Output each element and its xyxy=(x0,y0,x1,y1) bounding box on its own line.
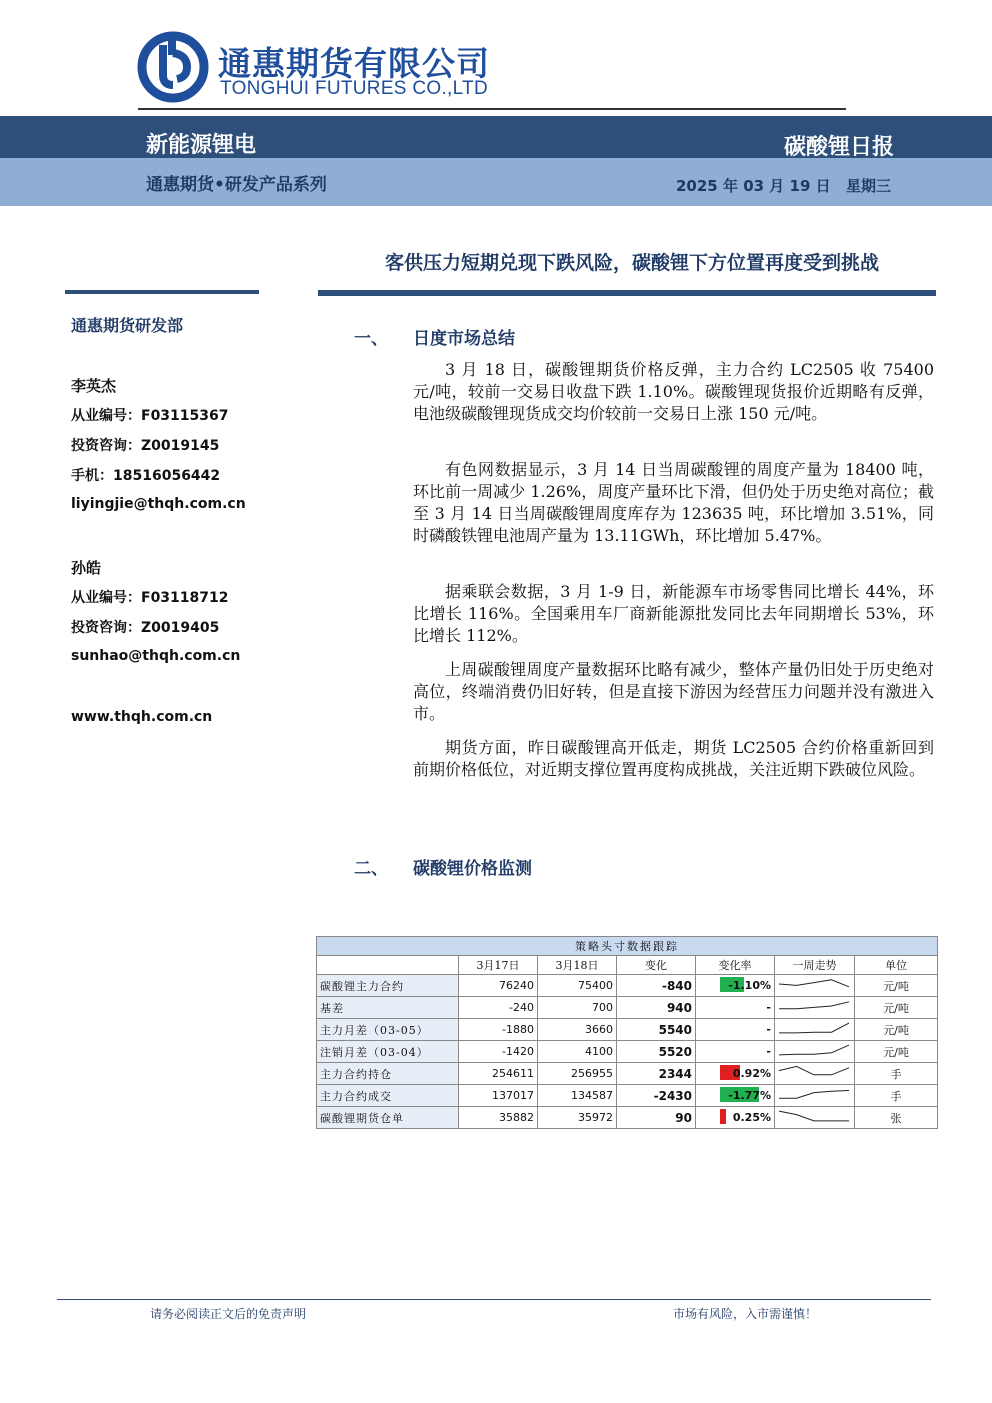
table-row xyxy=(317,1019,938,1041)
sparkline xyxy=(775,997,853,1015)
footer-risk-note: 市场有风险，入市需谨慎！ xyxy=(672,1307,817,1321)
footer-divider xyxy=(57,1299,931,1300)
unit-cell: 元/吨 xyxy=(855,1019,938,1041)
change-rate-cell xyxy=(696,1107,775,1129)
unit-cell: 元/吨 xyxy=(855,975,938,997)
table-row xyxy=(317,1107,938,1129)
table-row xyxy=(317,1085,938,1107)
weekly-trend-cell xyxy=(775,1019,855,1041)
change-rate-text: - xyxy=(766,1023,771,1036)
header-divider xyxy=(138,108,846,110)
analyst2-email[interactable]: sunhao@thqh.com.cn xyxy=(71,648,241,664)
row-name-cell: 主力合约成交 xyxy=(317,1085,459,1107)
sparkline-path xyxy=(779,1091,849,1099)
value-mar18-cell: 3660 xyxy=(538,1019,617,1041)
row-name-cell: 碳酸锂主力合约 xyxy=(317,975,459,997)
value-mar17-cell: -1880 xyxy=(459,1019,538,1041)
report-type-label: 碳酸锂日报 xyxy=(783,135,894,160)
analyst1-email[interactable]: liyingjie@thqh.com.cn xyxy=(71,496,246,512)
value-mar18-cell: 134587 xyxy=(538,1085,617,1107)
unit-cell: 元/吨 xyxy=(855,1041,938,1063)
paragraph-3: 据乘联会数据，3 月 1-9 日，新能源车市场零售同比增长 44%，环比增长 116%。全国乘用车厂商新能源批发同比去年同期增长 53%，环比增长 112%。 xyxy=(413,582,934,645)
value-mar18-cell: 35972 xyxy=(538,1107,617,1129)
value-mar18-cell: 4100 xyxy=(538,1041,617,1063)
unit-cell: 手 xyxy=(855,1063,938,1085)
company-name-en: TONGHUI FUTURES CO.,LTD xyxy=(220,78,488,99)
value-mar17-cell: -240 xyxy=(459,997,538,1019)
row-name-cell: 基差 xyxy=(317,997,459,1019)
change-rate-cell xyxy=(696,1041,775,1063)
value-mar18-cell: 700 xyxy=(538,997,617,1019)
report-weekday: 星期三 xyxy=(846,177,892,195)
paragraph-5: 期货方面，昨日碳酸锂高开低走，期货 LC2505 合约价格重新回到前期价格低位，对近期支撑位置再度构成挑战，关注近期下跌破位风险。 xyxy=(413,738,934,779)
series-label: 通惠期货•研发产品系列 xyxy=(146,175,327,195)
change-cell: 940 xyxy=(617,997,696,1019)
sparkline xyxy=(775,1019,853,1037)
unit-cell: 元/吨 xyxy=(855,997,938,1019)
value-mar18-cell: 256955 xyxy=(538,1063,617,1085)
sparkline-path xyxy=(779,980,849,987)
sparkline xyxy=(775,975,853,993)
change-rate-cell xyxy=(696,975,775,997)
section2-number: 二、 xyxy=(354,859,388,879)
paragraph-2: 有色网数据显示，3 月 14 日当周碳酸锂的周度产量为 18400 吨，环比前一周减少 1.26%，周度产量环比下滑，但仍处于历史绝对高位；截至 3 月 14 日当周碳酸锂周度库存为 123635 吨，环比增加 3.51%，同时磷酸铁锂电池周产量为 13.11GWh，环比增加 5.47%。 xyxy=(413,460,934,545)
company-name-cn: 通惠期货有限公司 xyxy=(218,44,490,83)
row-name-cell: 碳酸锂期货仓单 xyxy=(317,1107,459,1129)
report-date: 2025 年 03 月 19 日 xyxy=(676,177,831,195)
analyst1-license: 从业编号：F03115367 xyxy=(71,408,229,424)
change-cell: -2430 xyxy=(617,1085,696,1107)
analyst2-license: 从业编号：F03118712 xyxy=(71,590,229,606)
table-header-cell: 3月18日 xyxy=(538,956,617,975)
company-logo-icon xyxy=(137,31,209,103)
table-header-cell: 3月17日 xyxy=(459,956,538,975)
price-monitor-table xyxy=(316,936,937,1125)
sparkline xyxy=(775,1041,853,1059)
row-name-cell: 注销月差（03-04） xyxy=(317,1041,459,1063)
change-rate-cell xyxy=(696,997,775,1019)
analyst2-consult: 投资咨询：Z0019405 xyxy=(71,620,220,636)
weekly-trend-cell xyxy=(775,975,855,997)
table-header-cell: 单位 xyxy=(855,956,938,975)
change-cell: 5520 xyxy=(617,1041,696,1063)
sparkline-path xyxy=(779,1002,849,1009)
table-header-cell: 一周走势 xyxy=(775,956,855,975)
table-caption: 策略头寸数据跟踪 xyxy=(317,937,938,956)
section1-title: 日度市场总结 xyxy=(413,329,515,349)
value-mar18-cell: 75400 xyxy=(538,975,617,997)
title-divider xyxy=(318,290,936,296)
table-header-row xyxy=(317,956,938,975)
sector-label: 新能源锂电 xyxy=(146,133,257,158)
row-name-cell: 主力合约持仓 xyxy=(317,1063,459,1085)
value-mar17-cell: -1420 xyxy=(459,1041,538,1063)
sparkline-path xyxy=(779,1111,849,1121)
sparkline-path xyxy=(779,1066,849,1074)
footer-disclaimer[interactable]: 请务必阅读正文后的免责声明 xyxy=(150,1307,307,1321)
sparkline xyxy=(775,1107,853,1125)
change-rate-text: 0.92% xyxy=(732,1067,771,1080)
weekly-trend-cell xyxy=(775,997,855,1019)
table-row xyxy=(317,1041,938,1063)
table-row xyxy=(317,975,938,997)
paragraph-1: 3 月 18 日，碳酸锂期货价格反弹，主力合约 LC2505 收 75400 元/吨，较前一交易日收盘下跌 1.10%。碳酸锂现货报价近期略有反弹，电池级碳酸锂现货成交均价较前一交易日上涨 150 元/吨。 xyxy=(413,360,934,423)
page-title: 客供压力短期兑现下跌风险，碳酸锂下方位置再度受到挑战 xyxy=(384,252,879,274)
section2-title: 碳酸锂价格监测 xyxy=(413,859,532,879)
change-rate-bar xyxy=(720,1109,726,1124)
sparkline xyxy=(775,1063,853,1081)
sparkline xyxy=(775,1085,853,1103)
change-cell: 90 xyxy=(617,1107,696,1129)
table-header-cell: 变化 xyxy=(617,956,696,975)
value-mar17-cell: 76240 xyxy=(459,975,538,997)
change-cell: 5540 xyxy=(617,1019,696,1041)
value-mar17-cell: 35882 xyxy=(459,1107,538,1129)
analyst1-phone: 手机：18516056442 xyxy=(71,468,221,484)
paragraph-4: 上周碳酸锂周度产量数据环比略有减少，整体产量仍旧处于历史绝对高位，终端消费仍旧好转，但是直接下游因为经营压力问题并没有激进入市。 xyxy=(413,660,934,723)
change-rate-text: 0.25% xyxy=(732,1111,771,1124)
change-rate-text: -1.10% xyxy=(728,979,771,992)
table-header-cell xyxy=(317,956,459,975)
analyst1-name: 李英杰 xyxy=(71,377,117,395)
weekly-trend-cell xyxy=(775,1107,855,1129)
sparkline-path xyxy=(779,1023,849,1033)
weekly-trend-cell xyxy=(775,1041,855,1063)
change-rate-cell xyxy=(696,1063,775,1085)
row-name-cell: 主力月差（03-05） xyxy=(317,1019,459,1041)
table-row xyxy=(317,1063,938,1085)
weekly-trend-cell xyxy=(775,1085,855,1107)
website-link[interactable]: www.thqh.com.cn xyxy=(71,709,213,725)
analyst2-name: 孙皓 xyxy=(71,559,102,577)
change-cell: -840 xyxy=(617,975,696,997)
change-cell: 2344 xyxy=(617,1063,696,1085)
change-rate-cell xyxy=(696,1019,775,1041)
value-mar17-cell: 137017 xyxy=(459,1085,538,1107)
sidebar-divider xyxy=(65,290,259,294)
value-mar17-cell: 254611 xyxy=(459,1063,538,1085)
weekly-trend-cell xyxy=(775,1063,855,1085)
unit-cell: 张 xyxy=(855,1107,938,1129)
analyst1-consult: 投资咨询：Z0019145 xyxy=(71,438,220,454)
change-rate-text: - xyxy=(766,1045,771,1058)
section1-number: 一、 xyxy=(354,329,388,349)
sidebar-dept: 通惠期货研发部 xyxy=(71,316,184,335)
sparkline-path xyxy=(779,1045,849,1055)
change-rate-text: -1.77% xyxy=(728,1089,771,1102)
change-rate-text: - xyxy=(766,1001,771,1014)
unit-cell: 手 xyxy=(855,1085,938,1107)
change-rate-cell xyxy=(696,1085,775,1107)
table-header-cell: 变化率 xyxy=(696,956,775,975)
table-row xyxy=(317,997,938,1019)
